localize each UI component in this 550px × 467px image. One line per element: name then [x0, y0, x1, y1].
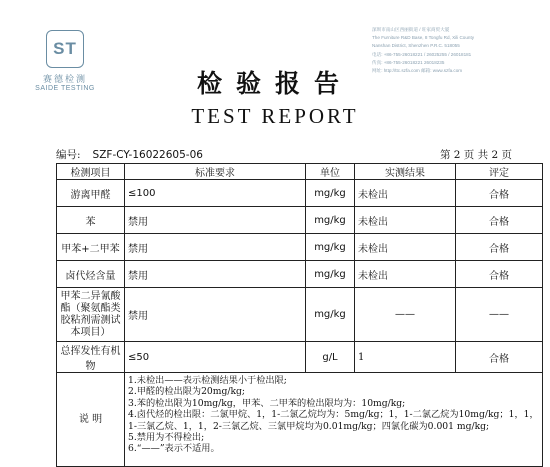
contact-line: Nanshan District, Shenzhen P.R.C. 518055 — [372, 43, 460, 49]
cell-requirement: 禁用 — [125, 234, 306, 261]
table-header-row — [57, 164, 543, 180]
logo-mark: ST — [46, 30, 84, 68]
cell-result: 未检出 — [355, 180, 456, 207]
cell-rating: 合格 — [456, 261, 543, 288]
contact-line: 深圳市南山区西丽街道 / 旺家商贸大厦 — [372, 27, 450, 32]
cell-requirement: ≤50 — [125, 342, 306, 373]
header-result: 实测结果 — [355, 164, 456, 180]
logo-name-en: SAIDE TESTING — [35, 85, 95, 92]
cell-unit: mg/kg — [306, 234, 355, 261]
report-number-label: 编号: — [56, 149, 81, 161]
cell-unit: mg/kg — [306, 180, 355, 207]
notes-row — [57, 373, 543, 467]
note-line: 1.未检出——表示检测结果小于检出限; — [128, 375, 287, 386]
table-row — [57, 180, 543, 207]
cell-rating: 合格 — [456, 180, 543, 207]
cell-requirement: ≤100 — [125, 180, 306, 207]
notes-label: 说 明 — [57, 373, 125, 467]
note-line: 2.甲醛的检出限为20mg/kg; — [128, 386, 246, 398]
header-requirement: 标准要求 — [125, 164, 306, 180]
contact-line: The Furniture R&D Base, 8 Tongfu Rd, Xili County — [372, 35, 475, 41]
cell-item: 游离甲醛 — [57, 180, 125, 207]
cell-unit: mg/kg — [306, 207, 355, 234]
cell-rating: 合格 — [456, 234, 543, 261]
contact-line: 网址: http://ttc.szfa.com 邮箱: www.szfa.com — [372, 68, 463, 74]
note-line: 3.苯的检出限为10mg/kg，甲苯、二甲苯的检出限均为：10mg/kg; — [128, 397, 406, 409]
page-info: 第 2 页 共 2 页 — [439, 149, 512, 161]
test-results-table — [56, 163, 543, 467]
cell-requirement: 禁用 — [125, 288, 306, 342]
notes-content — [125, 373, 543, 467]
report-number-value: SZF-CY-16022605-06 — [92, 149, 203, 161]
report-number — [56, 147, 203, 162]
cell-item: 总挥发性有机物 — [57, 342, 125, 373]
table-row — [57, 288, 543, 342]
cell-item: 苯 — [57, 207, 125, 234]
logo-name-cn: 赛德检测 — [42, 75, 87, 85]
cell-result: 未检出 — [355, 234, 456, 261]
contact-line: 电话: +86-755-26018221 / 26025255 / 26018181 — [372, 51, 472, 57]
note-line: 4.卤代烃的检出限：二氯甲烷、1，1-二氯乙烷均为：5mg/kg；1，1-二氯乙烷为10mg/kg；1，1，1-三氯乙烷、1，1，2-三氯乙烷、三氯甲烷均为0.01mg/kg；四氯化碳为0.001 mg/kg; — [128, 409, 539, 432]
cell-item: 卤代烃含量 — [57, 261, 125, 288]
header-unit: 单位 — [306, 164, 355, 180]
cell-rating: 合格 — [456, 207, 543, 234]
cell-unit: mg/kg — [306, 261, 355, 288]
cell-unit: mg/kg — [306, 288, 355, 342]
cell-rating: 合格 — [456, 342, 543, 373]
cell-result: 未检出 — [355, 261, 456, 288]
cell-result: 未检出 — [355, 207, 456, 234]
report-header — [0, 0, 550, 150]
note-line: 6.“——”表示不适用。 — [128, 443, 220, 455]
report-title-en: TEST REPORT — [191, 104, 359, 128]
table-row — [57, 261, 543, 288]
cell-result: —— — [355, 288, 456, 342]
cell-requirement: 禁用 — [125, 261, 306, 288]
note-line: 5.禁用为不得检出; — [128, 432, 205, 444]
header-item: 检测项目 — [57, 164, 125, 180]
table-row — [57, 234, 543, 261]
cell-requirement: 禁用 — [125, 207, 306, 234]
cell-rating: —— — [456, 288, 543, 342]
report-title-cn: 检验报告 — [196, 69, 353, 98]
table-row — [57, 342, 543, 373]
cell-unit: g/L — [306, 342, 355, 373]
cell-item: 甲苯+二甲苯 — [57, 234, 125, 261]
header-rating: 评定 — [456, 164, 543, 180]
cell-item: 甲苯二异氰酸酯（聚氨酯类胶粘剂需测试本项目） — [57, 288, 125, 342]
contact-line: 传真: +86-755-26018221 26018235 — [372, 59, 445, 65]
table-row — [57, 207, 543, 234]
cell-result: 1 — [355, 342, 456, 373]
